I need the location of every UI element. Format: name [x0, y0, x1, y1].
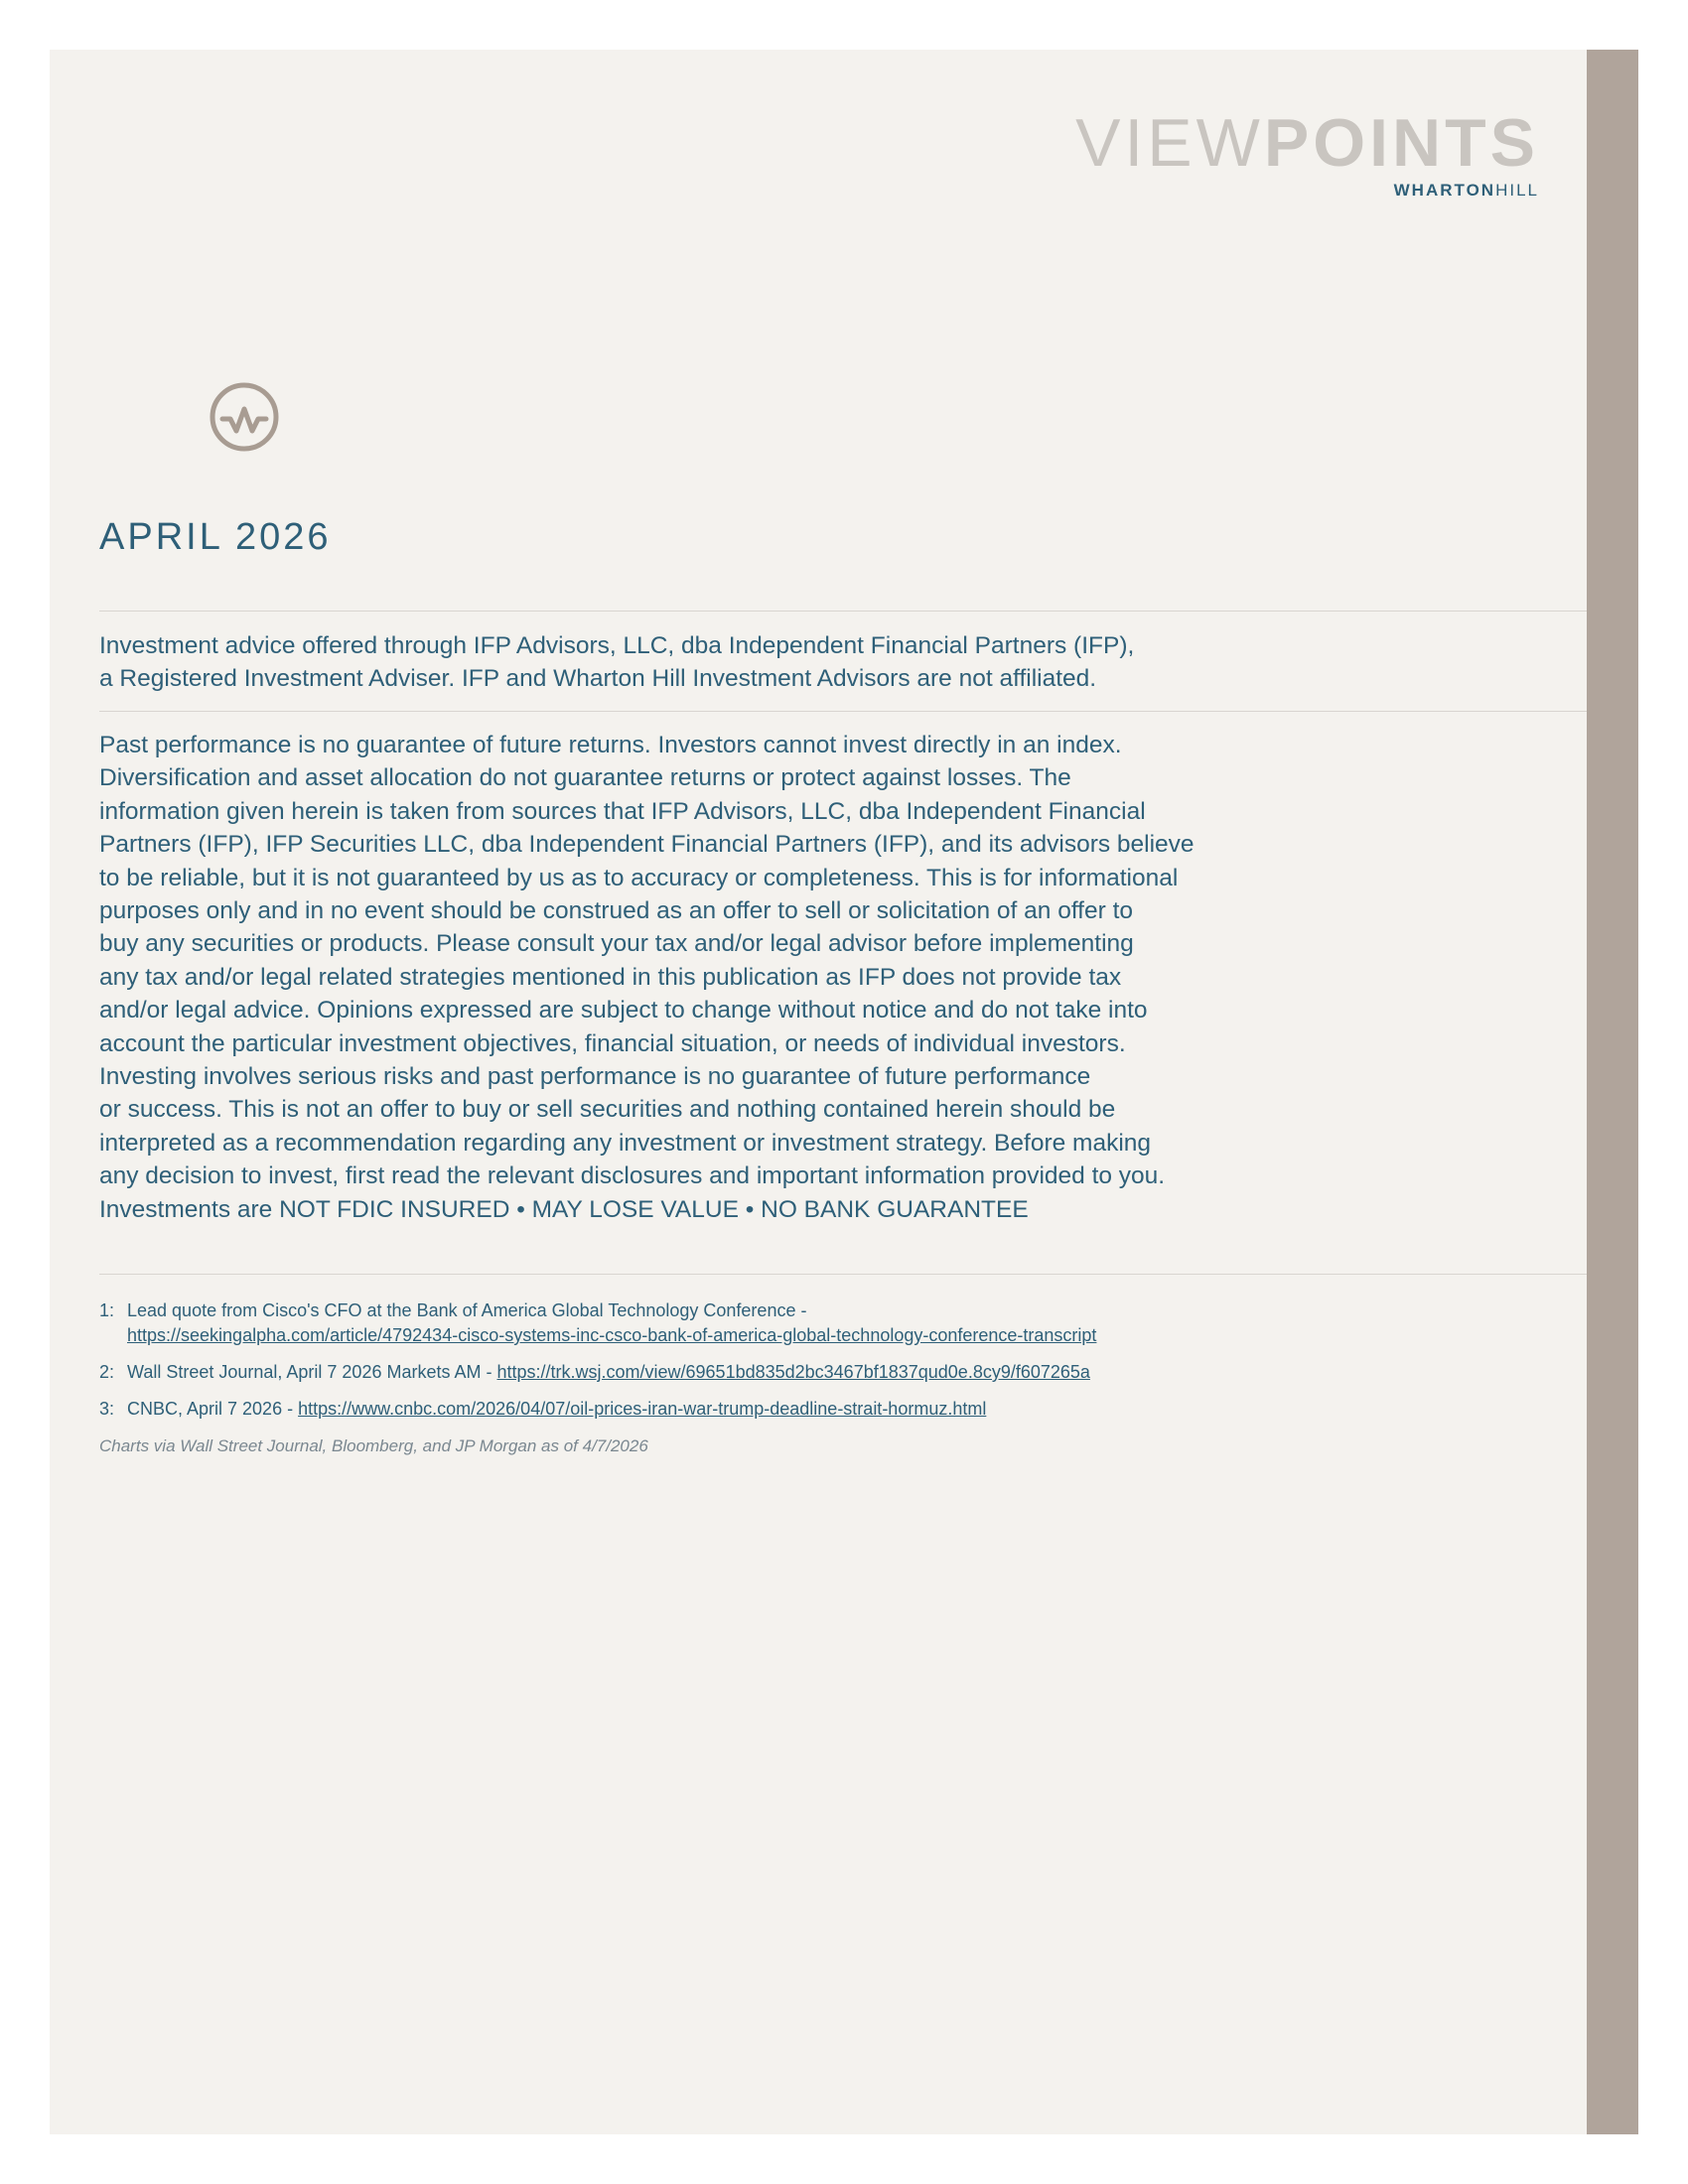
footnote-link[interactable]: https://seekingalpha.com/article/4792434-cisco-systems-inc-csco-bank-of-america-global-technology-conference-transcript	[127, 1325, 1097, 1345]
brand-subtitle-thin: HILL	[1495, 181, 1539, 200]
brand-subtitle-bold: WHARTON	[1393, 181, 1496, 200]
disclaimer-line: information given herein is taken from sources that IFP Advisors, LLC, dba Independent Financial	[99, 797, 1146, 825]
disclaimer-line: purposes only and in no event should be construed as an offer to sell or solicitation of an offer to	[99, 897, 1134, 925]
disclaimer-line: Diversification and asset allocation do not guarantee returns or protect against losses. The	[99, 764, 1071, 792]
footnote-number: 2:	[99, 1362, 115, 1382]
disclaimer-line: or success. This is not an offer to buy or sell securities and nothing contained herein should be	[99, 1096, 1116, 1124]
footnote-2	[99, 1360, 1331, 1385]
chart-credit: Charts via Wall Street Journal, Bloomberg, and JP Morgan as of 4/7/2026	[99, 1436, 648, 1455]
disclaimer-line: interpreted as a recommendation regarding any investment or investment strategy. Before making	[99, 1129, 1152, 1157]
advice-statement	[99, 629, 1331, 695]
footnote-1	[99, 1298, 1331, 1348]
disclaimer-line: any decision to invest, first read the relevant disclosures and important information provided to you.	[99, 1162, 1166, 1190]
brand-title-bold: POINTS	[1263, 105, 1539, 181]
brand-header	[1075, 105, 1539, 201]
brand-title-light: VIEW	[1075, 105, 1264, 181]
disclaimer-line: and/or legal advice. Opinions expressed are subject to change without notice and do not take into	[99, 997, 1148, 1024]
footnote-number: 1:	[99, 1300, 115, 1320]
disclaimer-line: to be reliable, but it is not guaranteed by us as to accuracy or completeness. This is for informational	[99, 864, 1179, 891]
disclaimer-line: any tax and/or legal related strategies mentioned in this publication as IFP does not provide tax	[99, 963, 1122, 991]
disclaimer-line: Partners (IFP), IFP Securities LLC, dba Independent Financial Partners (IFP), and its advisors believe	[99, 831, 1195, 859]
footnotes	[99, 1298, 1331, 1458]
footnote-3	[99, 1397, 1331, 1422]
divider-top	[99, 611, 1587, 612]
disclaimer-line: account the particular investment objectives, financial situation, or needs of individual investors.	[99, 1029, 1126, 1057]
brand-subtitle	[1075, 181, 1539, 201]
footnote-text: CNBC, April 7 2026 -	[127, 1399, 299, 1419]
disclaimer-line: Investments are NOT FDIC INSURED • MAY LOSE VALUE • NO BANK GUARANTEE	[99, 1195, 1029, 1223]
disclaimer-text	[99, 729, 1350, 1226]
divider-bottom	[99, 1274, 1587, 1275]
footnote-text: Wall Street Journal, April 7 2026 Markets AM -	[127, 1362, 497, 1382]
footnote-link[interactable]: https://trk.wsj.com/view/69651bd835d2bc3467bf1837qud0e.8cy9/f607265a	[496, 1362, 1090, 1382]
divider-middle	[99, 711, 1587, 712]
issue-date: APRIL 2026	[99, 516, 332, 558]
disclaimer-line: buy any securities or products. Please consult your tax and/or legal advisor before implementing	[99, 930, 1134, 958]
footnote-number: 3:	[99, 1399, 115, 1419]
disclaimer-line: Investing involves serious risks and past performance is no guarantee of future performance	[99, 1063, 1091, 1091]
side-accent-bar	[1587, 50, 1638, 2134]
advice-line: a Registered Investment Adviser. IFP and Wharton Hill Investment Advisors are not affiliated.	[99, 665, 1097, 692]
brand-title	[1075, 105, 1539, 181]
footnote-link[interactable]: https://www.cnbc.com/2026/04/07/oil-prices-iran-war-trump-deadline-strait-hormuz.html	[298, 1399, 987, 1419]
advice-line: Investment advice offered through IFP Advisors, LLC, dba Independent Financial Partners (IFP),	[99, 632, 1135, 659]
footnote-text: Lead quote from Cisco's CFO at the Bank of America Global Technology Conference -	[127, 1300, 807, 1320]
disclaimer-line: Past performance is no guarantee of future returns. Investors cannot invest directly in an index.	[99, 732, 1122, 758]
wharton-hill-w-circle-icon	[209, 381, 280, 453]
